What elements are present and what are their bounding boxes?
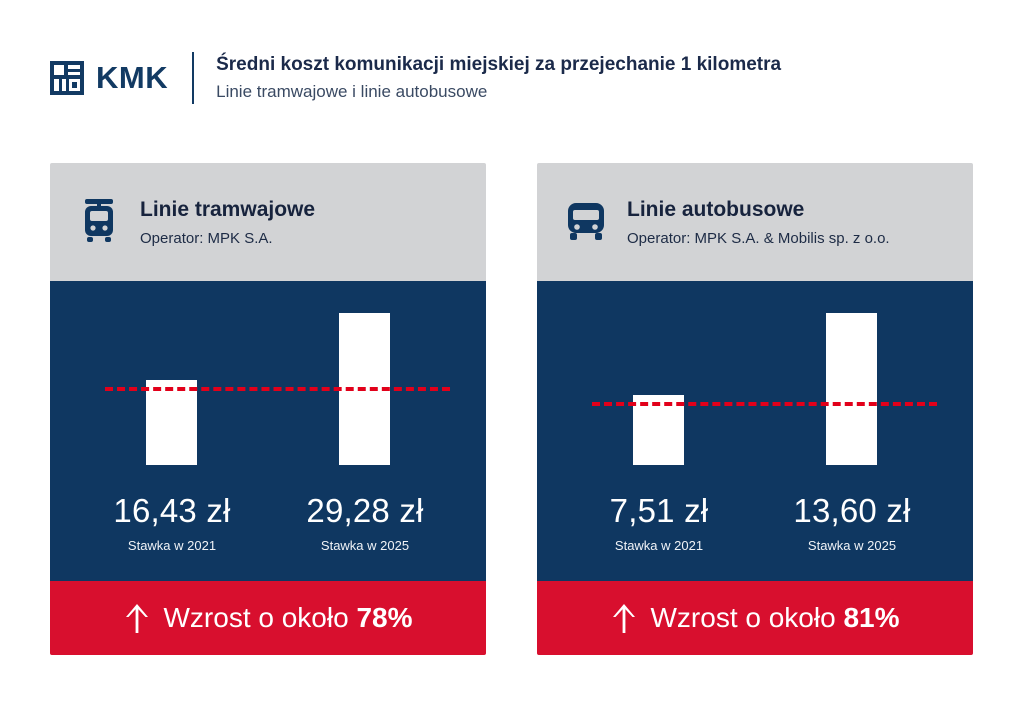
arrow-up-icon [124, 601, 150, 635]
card-bus-growth-text [651, 602, 900, 634]
arrow-up-icon [611, 601, 637, 635]
card-bus-growth-prefix: Wzrost o około [650, 602, 844, 633]
value-bus-2025-amount: 13,60 zł [793, 492, 911, 529]
value-tram-2025-amount: 29,28 zł [306, 492, 424, 529]
card-bus-footer [537, 581, 973, 655]
brand-name: KMK [96, 60, 169, 95]
card-tram-footer [50, 581, 486, 655]
trendline-tram [105, 387, 450, 391]
card-tram-growth-text [164, 602, 413, 634]
card-tram-growth-percent: 78% [356, 602, 413, 633]
header-titles [216, 52, 781, 104]
value-bus-2021-amount: 7,51 zł [609, 492, 709, 529]
cards-container [50, 163, 974, 655]
trendline-bus [592, 402, 937, 406]
bar-tram-2021 [146, 380, 197, 465]
card-bus-head-text [627, 197, 890, 246]
card-tram-header [50, 163, 486, 281]
value-tram-2025-label: Stawka w 2025 [320, 538, 410, 553]
card-bus [537, 163, 973, 655]
value-bus-2021 [597, 494, 721, 553]
card-tram-operator: Operator: MPK S.A. [140, 229, 273, 247]
card-tram-head-text [140, 197, 315, 246]
header [50, 50, 781, 106]
card-bus-growth-percent: 81% [843, 602, 900, 633]
card-bus-header [537, 163, 973, 281]
bus-icon [563, 197, 609, 247]
value-bus-2025-label: Stawka w 2025 [807, 538, 897, 553]
brand-logo [50, 60, 168, 96]
card-tram-chart [50, 281, 486, 581]
card-bus-operator: Operator: MPK S.A. & Mobilis sp. z o.o. [627, 229, 890, 247]
value-tram-2021-amount: 16,43 zł [113, 492, 231, 529]
tram-icon [76, 197, 122, 247]
value-tram-2021-label: Stawka w 2021 [127, 538, 217, 553]
value-tram-2025 [303, 494, 427, 553]
card-tram [50, 163, 486, 655]
card-tram-title: Linie tramwajowe [140, 198, 316, 222]
value-tram-2021 [110, 494, 234, 553]
card-bus-title: Linie autobusowe [627, 198, 805, 222]
header-divider [192, 52, 194, 104]
card-bus-chart [537, 281, 973, 581]
kmk-square-logo-icon [50, 61, 84, 95]
value-bus-2025 [790, 494, 914, 553]
bar-bus-2025 [826, 313, 877, 465]
page-subtitle: Linie tramwajowe i linie autobusowe [216, 82, 488, 102]
page-title: Średni koszt komunikacji miejskiej za przejechanie 1 kilometra [216, 53, 782, 75]
value-bus-2021-label: Stawka w 2021 [614, 538, 704, 553]
card-tram-growth-prefix: Wzrost o około [163, 602, 357, 633]
